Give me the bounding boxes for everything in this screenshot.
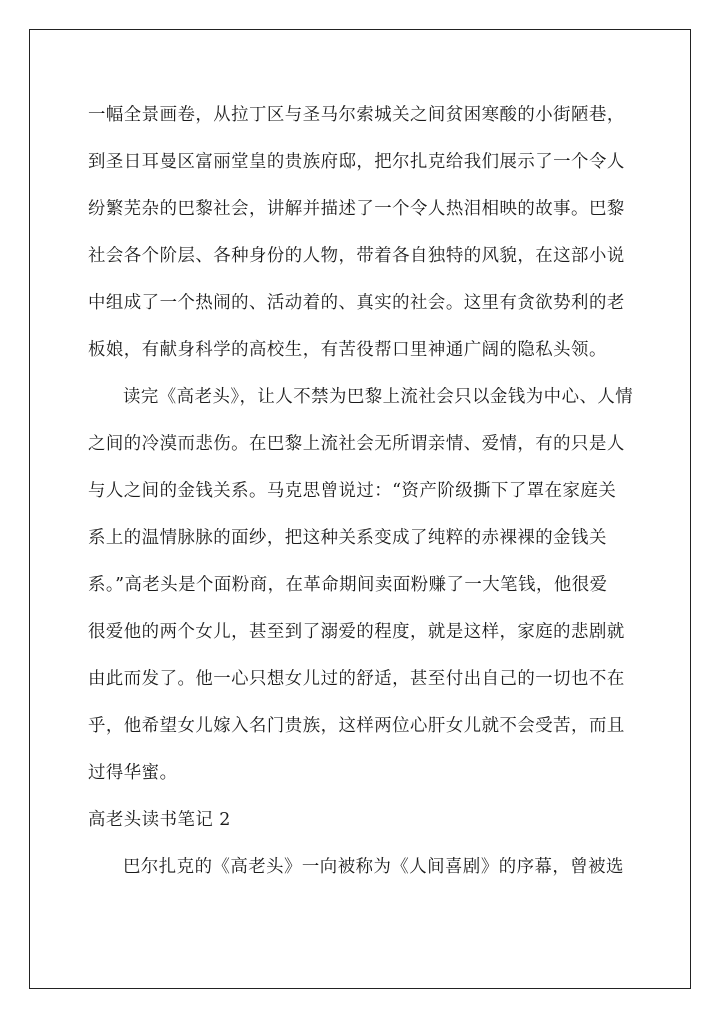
text-line: 乎，他希望女儿嫁入名门贵族，这样两位心肝女儿就不会受苦，而且	[88, 716, 625, 736]
text-line: 纷繁芜杂的巴黎社会，讲解并描述了一个令人热泪相映的故事。巴黎	[88, 199, 625, 219]
text-line: 到圣日耳曼区富丽堂皇的贵族府邸，把尔扎克给我们展示了一个令人	[88, 152, 625, 172]
text-line: 由此而发了。他一心只想女儿过的舒适，甚至付出自己的一切也不在	[88, 669, 625, 689]
text-line: 一幅全景画卷，从拉丁区与圣马尔索城关之间贫困寒酸的小街陋巷，	[88, 105, 625, 125]
text-line: 社会各个阶层、各种身份的人物，带着各自独特的风貌，在这部小说	[88, 246, 625, 266]
text-line: 系上的温情脉脉的面纱，把这种关系变成了纯粹的赤裸裸的金钱关	[88, 528, 607, 548]
text-line: 很爱他的两个女儿，甚至到了溺爱的程度，就是这样，家庭的悲剧就	[88, 622, 625, 642]
text-line: 读完《高老头》，让人不禁为巴黎上流社会只以金钱为中心、人情	[123, 387, 634, 407]
text-line: 过得华蜜。	[88, 763, 178, 783]
paragraph-1	[88, 92, 636, 374]
text-line: 中组成了一个热闹的、活动着的、真实的社会。这里有贪欲势利的老	[88, 293, 625, 313]
paragraph-3	[88, 844, 636, 891]
text-line: 巴尔扎克的《高老头》一向被称为《人间喜剧》的序幕，曾被选	[123, 857, 624, 877]
text-line: 板娘，有献身科学的高校生，有苦役帮口里神通广阔的隐私头领。	[88, 340, 607, 360]
paragraph-2	[88, 374, 636, 797]
document-body	[88, 92, 636, 891]
section-heading: 高老头读书笔记 2	[88, 810, 231, 830]
text-line: 系。”高老头是个面粉商，在革命期间卖面粉赚了一大笔钱，他很爱	[88, 575, 608, 595]
text-line: 之间的冷漠而悲伤。在巴黎上流社会无所谓亲情、爱情，有的只是人	[88, 434, 625, 454]
text-line: 与人之间的金钱关系。马克思曾说过：“资产阶级撕下了罩在家庭关	[88, 481, 617, 501]
